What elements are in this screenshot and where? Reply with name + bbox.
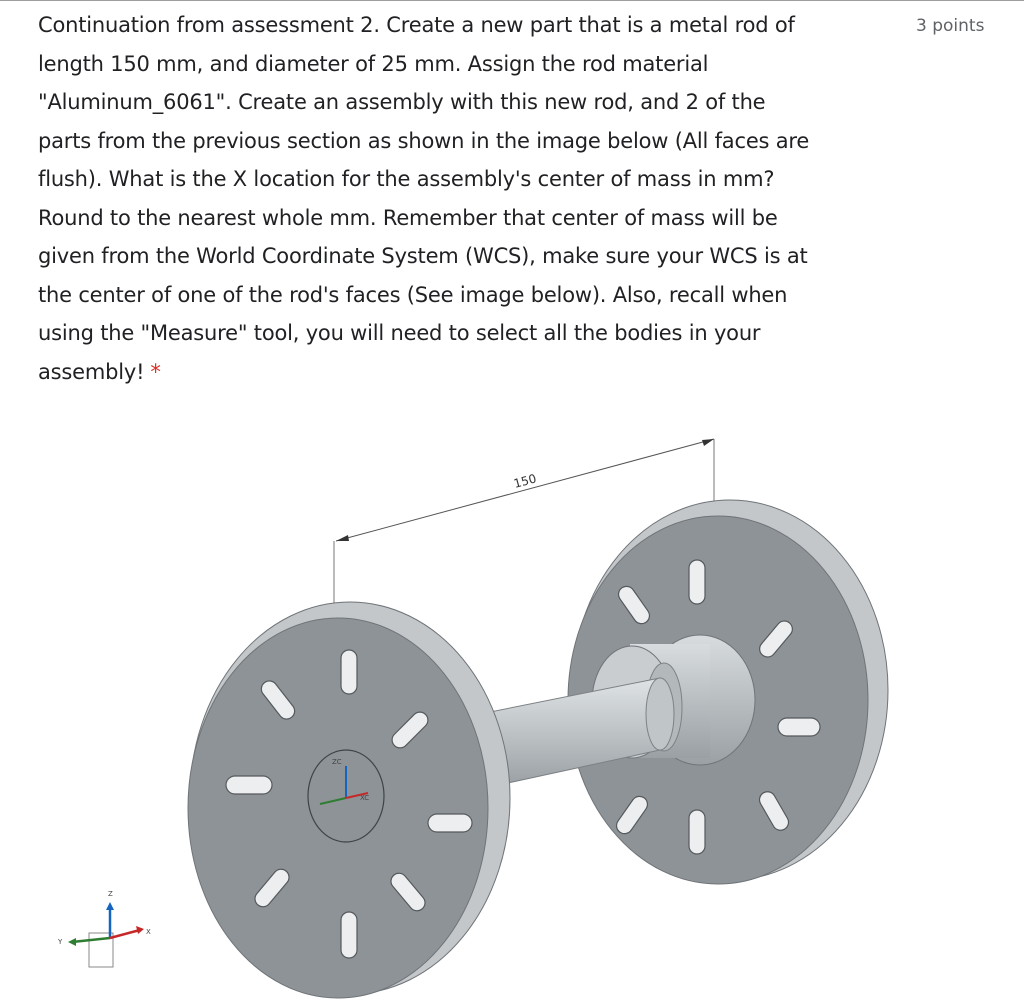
question-text (38, 6, 903, 391)
left-disc (188, 602, 510, 998)
triad-y-label: Y (58, 938, 63, 946)
triad-z-label: Z (108, 890, 113, 898)
top-divider (0, 0, 1024, 1)
wcs-xc-label: XC (360, 794, 370, 802)
wcs-zc-label: ZC (332, 758, 342, 766)
dimension-label: 150 (512, 471, 538, 491)
assembly-image (0, 400, 1024, 1003)
view-triad (57, 890, 151, 967)
assembly-figure (0, 400, 1024, 1003)
points-label: 3 points (916, 16, 985, 36)
question-body: Continuation from assessment 2. Create a new part that is a metal rod of length 150 mm, and diameter of 25 mm. Assign the rod material "Aluminum_6061". Create an assembly with this new rod, and 2 of the parts from the previous section as shown in the image below (All faces are flush). What is the X location for the assembly's center of mass in mm? Round to the nearest whole mm. Remember that center of mass will be given from the World Coordinate System (WCS), make sure your WCS is at the center of one of the rod's faces (See image below). Also, recall when using the "Measure" tool, you will need to select all the bodies in your assembly! (38, 13, 810, 384)
required-asterisk: * (150, 359, 161, 384)
triad-x-label: X (146, 928, 151, 936)
